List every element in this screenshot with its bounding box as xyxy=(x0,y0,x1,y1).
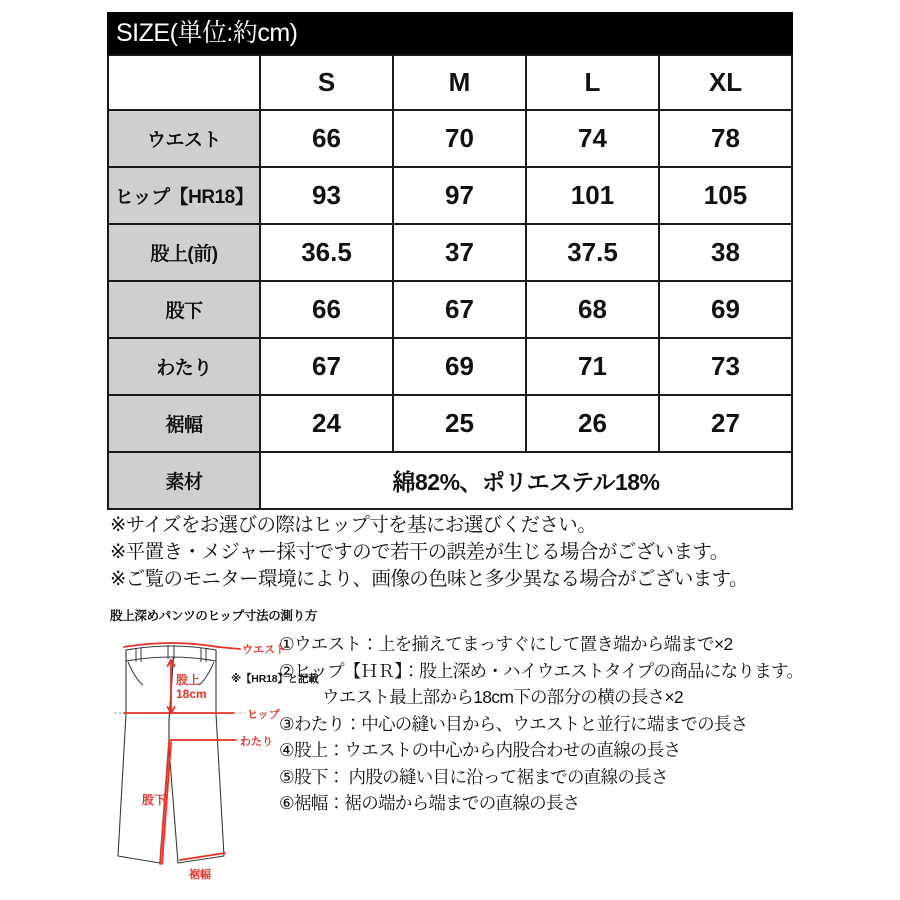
cell-hem-s: 24 xyxy=(260,395,393,452)
cell-thigh-xl: 73 xyxy=(659,338,792,395)
row-label-hem: 裾幅 xyxy=(108,395,260,452)
row-label-hip: ヒップ【HR18】 xyxy=(108,167,260,224)
step-item-2-continued: ウエスト最上部から18cm下の部分の横の長さ×2 xyxy=(322,687,683,707)
size-table-section xyxy=(107,12,793,510)
cell-hip-xl: 105 xyxy=(659,167,792,224)
row-label-material: 素材 xyxy=(108,452,260,509)
cell-thigh-s: 67 xyxy=(260,338,393,395)
cell-hem-m: 25 xyxy=(393,395,526,452)
measure-steps-list xyxy=(279,631,894,817)
table-row xyxy=(108,110,792,167)
diagram-label-rise-value: 18cm xyxy=(176,687,207,701)
cell-rise-m: 37 xyxy=(393,224,526,281)
cell-waist-l: 74 xyxy=(526,110,659,167)
step-item-2: ②ヒップ【ＨＲ】：股上深め・ハイウエストタイプの商品になります。 xyxy=(279,660,804,681)
cell-waist-m: 70 xyxy=(393,110,526,167)
diagram-label-waist: ウエスト xyxy=(242,644,286,656)
cell-waist-xl: 78 xyxy=(659,110,792,167)
cell-hip-l: 101 xyxy=(526,167,659,224)
column-header-blank xyxy=(108,55,260,110)
step-item-3: ③わたり：中心の縫い目から、ウエストと並行に端までの長さ xyxy=(279,713,748,734)
size-table-title: SIZE(単位:約cm) xyxy=(107,12,793,54)
table-row xyxy=(108,338,792,395)
table-row xyxy=(108,281,792,338)
column-header-l: L xyxy=(526,55,659,110)
cell-hem-xl: 27 xyxy=(659,395,792,452)
table-row xyxy=(108,167,792,224)
note-line-2: ※平置き・メジャー採寸ですので若干の誤差が生じる場合がございます。 xyxy=(110,541,729,563)
cell-hip-s: 93 xyxy=(260,167,393,224)
step-item-5: ⑤股下： 内股の縫い目に沿って裾までの直線の長さ xyxy=(279,766,668,787)
measure-guide-title: 股上深めパンツのヒップ寸法の測り方 xyxy=(110,609,318,623)
cell-rise-l: 37.5 xyxy=(526,224,659,281)
row-label-thigh: わたり xyxy=(108,338,260,395)
cell-inseam-l: 68 xyxy=(526,281,659,338)
row-label-waist: ウエスト xyxy=(108,110,260,167)
note-line-3: ※ご覧のモニター環境により、画像の色味と多少異なる場合がございます。 xyxy=(110,568,748,590)
column-header-xl: XL xyxy=(659,55,792,110)
step-item-1: ①ウエスト：上を揃えてまっすぐにして置き端から端まで×2 xyxy=(279,634,733,654)
pants-measurement-diagram xyxy=(112,628,287,883)
diagram-label-hip: ヒップ xyxy=(247,709,280,721)
cell-inseam-xl: 69 xyxy=(659,281,792,338)
cell-hip-m: 97 xyxy=(393,167,526,224)
cell-inseam-s: 66 xyxy=(260,281,393,338)
column-header-m: M xyxy=(393,55,526,110)
diagram-label-rise: 股上 xyxy=(176,673,201,687)
diagram-label-hem: 裾幅 xyxy=(189,869,211,881)
step-item-4: ④股上：ウエストの中心から内股合わせの直線の長さ xyxy=(279,740,681,760)
row-label-inseam: 股下 xyxy=(108,281,260,338)
cell-material-value: 綿82%、ポリエステル18% xyxy=(260,452,792,509)
step-item-6: ⑥裾幅：裾の端から端までの直線の長さ xyxy=(279,793,580,813)
cell-inseam-m: 67 xyxy=(393,281,526,338)
cell-waist-s: 66 xyxy=(260,110,393,167)
column-header-s: S xyxy=(260,55,393,110)
table-header-row xyxy=(108,55,792,110)
cell-rise-xl: 38 xyxy=(659,224,792,281)
size-table xyxy=(107,54,793,510)
cell-thigh-m: 69 xyxy=(393,338,526,395)
note-line-1: ※サイズをお選びの際はヒップ寸を基にお選びください。 xyxy=(110,514,597,536)
table-row xyxy=(108,224,792,281)
row-label-rise: 股上(前) xyxy=(108,224,260,281)
cell-hem-l: 26 xyxy=(526,395,659,452)
cell-rise-s: 36.5 xyxy=(260,224,393,281)
cell-thigh-l: 71 xyxy=(526,338,659,395)
notes-section xyxy=(110,512,870,593)
diagram-label-thigh: わたり xyxy=(240,736,273,748)
table-row-material xyxy=(108,452,792,509)
hr18-annotation-note: ※【HR18】と記載 xyxy=(231,673,319,685)
table-row xyxy=(108,395,792,452)
diagram-label-inseam: 股下 xyxy=(142,793,167,807)
